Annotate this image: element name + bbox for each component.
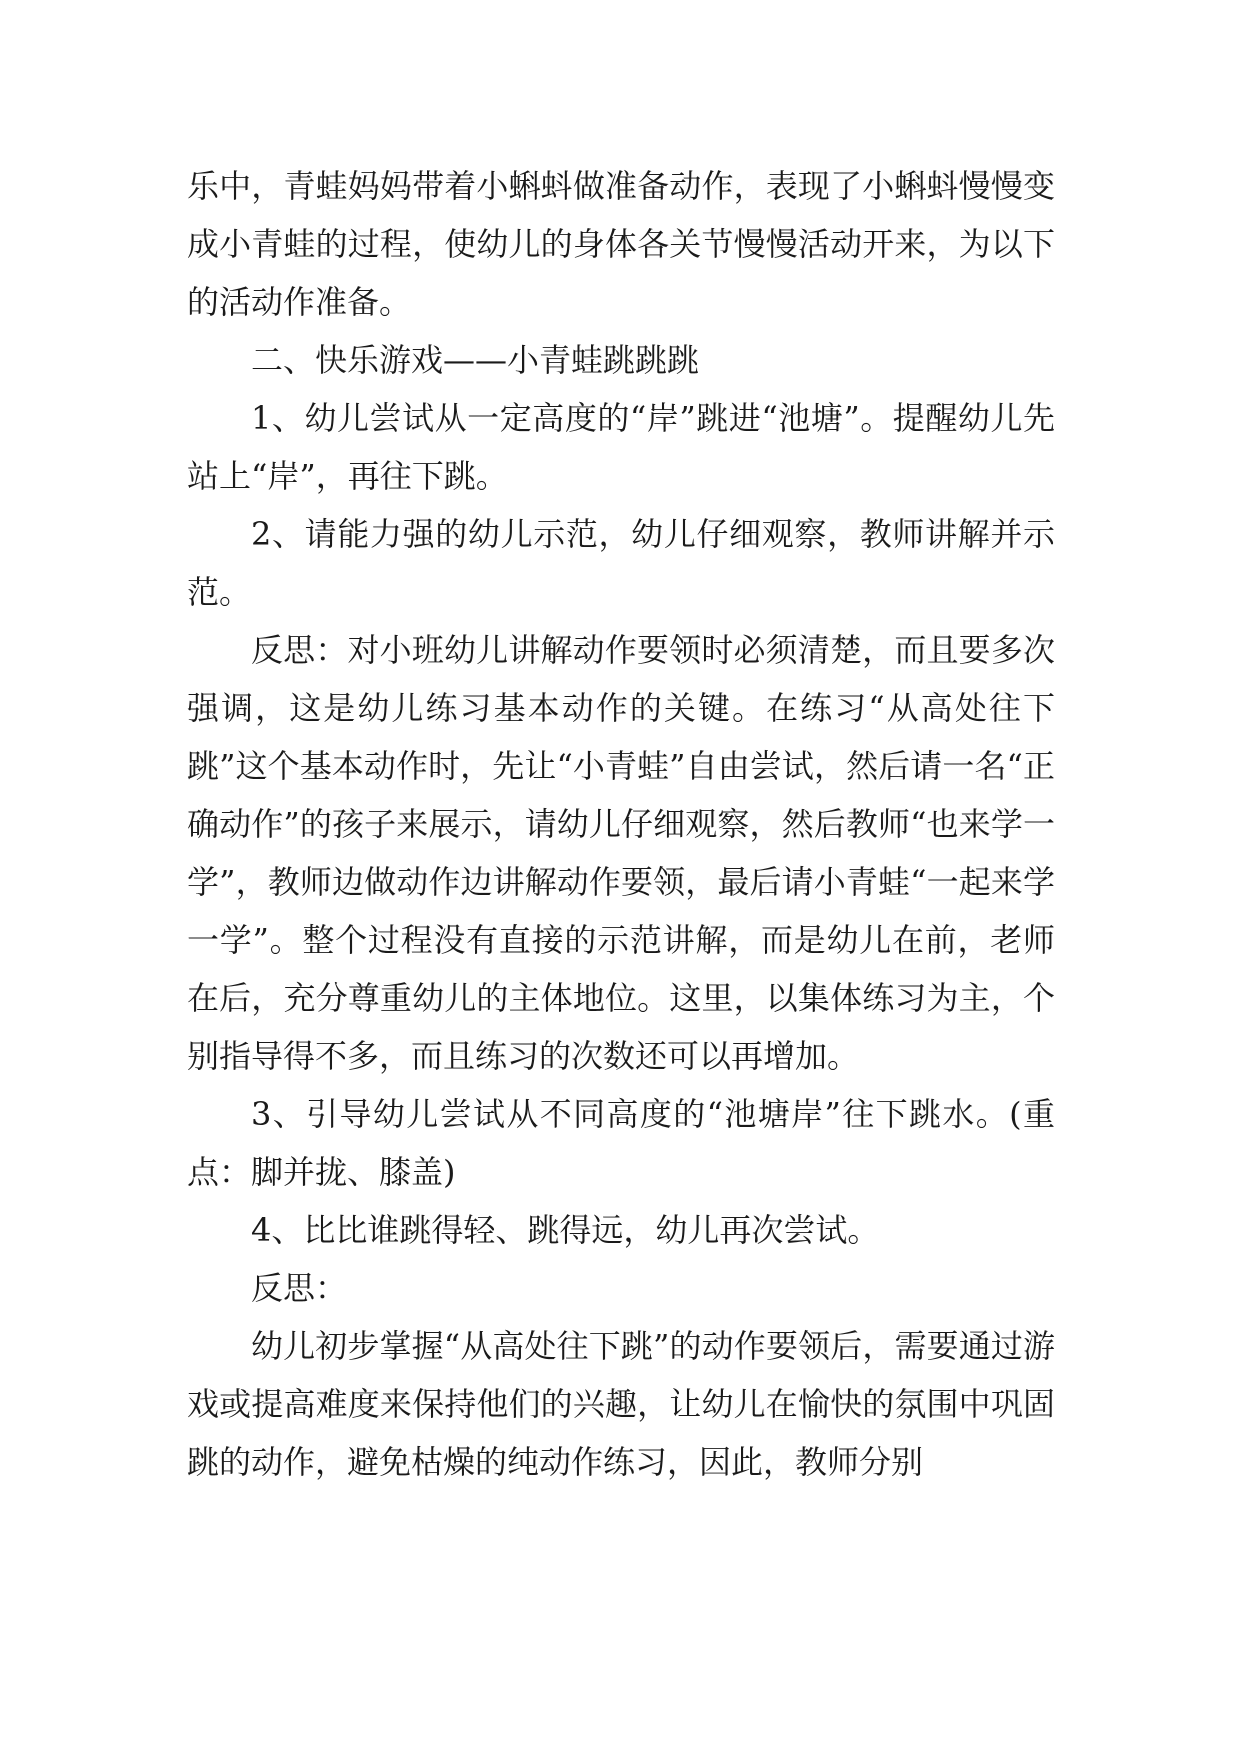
document-body	[187, 157, 1055, 1491]
paragraph-reflection-label: 反思：	[251, 1269, 348, 1307]
paragraph-step-4: 4、比比谁跳得轻、跳得远，幼儿再次尝试。	[251, 1211, 880, 1249]
section-heading-happy-game: 二、快乐游戏——小青蛙跳跳跳	[251, 341, 700, 379]
paragraph-reflection-2: 幼儿初步掌握“从高处往下跳”的动作要领后，需要通过游戏或提高难度来保持他们的兴趣，让幼儿在愉快的氛围中巩固跳的动作，避免枯燥的纯动作练习，因此，教师分别	[187, 1327, 1055, 1481]
paragraph-step-2: 2、请能力强的幼儿示范，幼儿仔细观察，教师讲解并示范。	[187, 515, 1055, 611]
paragraph-reflection-1: 反思：对小班幼儿讲解动作要领时必须清楚，而且要多次强调，这是幼儿练习基本动作的关键。在练习“从高处往下跳”这个基本动作时，先让“小青蛙”自由尝试，然后请一名“正确动作”的孩子来展示，请幼儿仔细观察，然后教师“也来学一学”，教师边做动作边讲解动作要领，最后请小青蛙“一起来学一学”。整个过程没有直接的示范讲解，而是幼儿在前，老师在后，充分尊重幼儿的主体地位。这里，以集体练习为主，个别指导得不多，而且练习的次数还可以再增加。	[187, 631, 1055, 1075]
paragraph-step-3: 3、引导幼儿尝试从不同高度的“池塘岸”往下跳水。(重点：脚并拢、膝盖)	[187, 1095, 1055, 1191]
paragraph-intro-continuation: 乐中，青蛙妈妈带着小蝌蚪做准备动作，表现了小蝌蚪慢慢变成小青蛙的过程，使幼儿的身体各关节慢慢活动开来，为以下的活动作准备。	[187, 167, 1055, 321]
paragraph-step-1: 1、幼儿尝试从一定高度的“岸”跳进“池塘”。提醒幼儿先站上“岸”，再往下跳。	[187, 399, 1055, 495]
